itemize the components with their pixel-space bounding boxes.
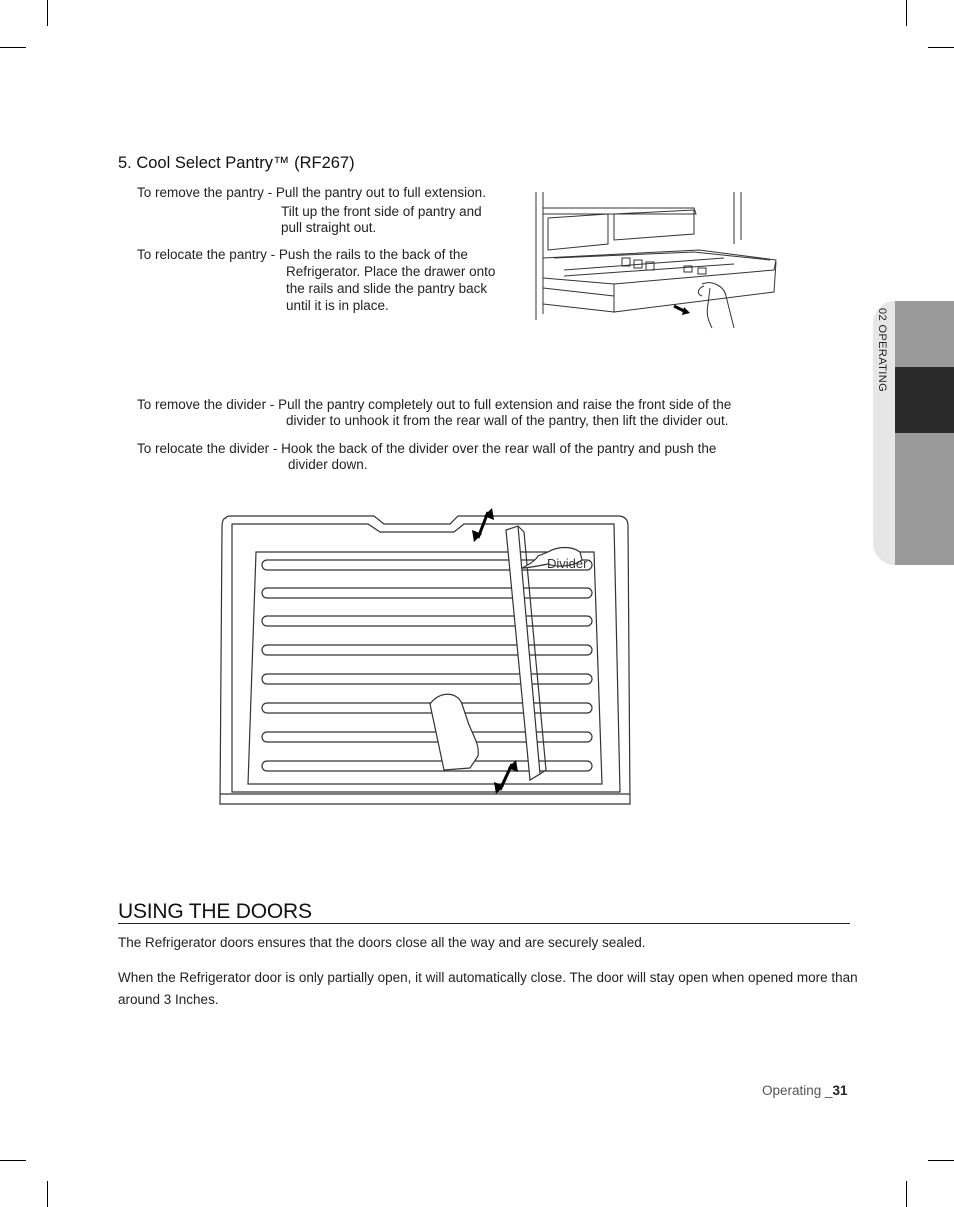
step-text: divider down. bbox=[288, 457, 368, 472]
step-text: Pull the pantry out to full extension. bbox=[275, 185, 486, 200]
pantry-divider-illustration bbox=[218, 508, 633, 814]
section-heading: 5. Cool Select Pantry™ (RF267) bbox=[118, 154, 355, 172]
divider-callout-label: Divider bbox=[547, 556, 588, 571]
crop-mark bbox=[928, 1160, 954, 1161]
remove-pantry-step bbox=[137, 184, 486, 201]
crop-mark bbox=[906, 1181, 907, 1207]
relocate-divider-step bbox=[137, 440, 716, 457]
doors-paragraph: The Refrigerator doors ensures that the doors close all the way and are securely sealed. bbox=[118, 935, 646, 950]
step-text: Push the rails to the back of the bbox=[278, 247, 468, 262]
step-text: pull straight out. bbox=[281, 220, 377, 235]
crop-mark bbox=[0, 47, 26, 48]
step-text: divider to unhook it from the rear wall of the pantry, then lift the divider out. bbox=[286, 413, 729, 428]
side-tab-label: 02 OPERATING bbox=[876, 308, 888, 393]
side-tab-active-strip bbox=[895, 367, 954, 433]
page-footer bbox=[762, 1083, 848, 1098]
step-text: Refrigerator. Place the drawer onto bbox=[286, 264, 496, 279]
crop-mark bbox=[928, 47, 954, 48]
heading-rule bbox=[118, 923, 850, 924]
step-lead: To relocate the pantry - bbox=[137, 247, 279, 262]
side-tab-strip bbox=[895, 433, 954, 565]
step-text: until it is in place. bbox=[286, 298, 389, 313]
step-text: the rails and slide the pantry back bbox=[286, 281, 488, 296]
step-lead: To relocate the divider - bbox=[137, 441, 282, 456]
doors-paragraph: around 3 Inches. bbox=[118, 992, 219, 1007]
relocate-pantry-step bbox=[137, 246, 468, 263]
doors-heading: USING THE DOORS bbox=[118, 900, 312, 923]
footer-section: Operating _ bbox=[762, 1083, 833, 1098]
crop-mark bbox=[47, 0, 48, 26]
step-lead: To remove the divider - bbox=[137, 397, 279, 412]
pantry-drawer-illustration bbox=[534, 188, 784, 330]
step-text: Hook the back of the divider over the rear wall of the pantry and push the bbox=[281, 441, 717, 456]
side-tab-strip bbox=[895, 301, 954, 367]
step-lead: To remove the pantry - bbox=[137, 185, 276, 200]
crop-mark bbox=[906, 0, 907, 26]
crop-mark bbox=[0, 1160, 26, 1161]
page-number: 31 bbox=[832, 1083, 848, 1098]
crop-mark bbox=[47, 1181, 48, 1207]
remove-divider-step bbox=[137, 396, 731, 413]
step-text: Pull the pantry completely out to full extension and raise the front side of the bbox=[278, 397, 732, 412]
step-text: Tilt up the front side of pantry and bbox=[281, 204, 482, 219]
doors-paragraph: When the Refrigerator door is only partially open, it will automatically close. The door will stay open when opened more than bbox=[118, 970, 858, 985]
